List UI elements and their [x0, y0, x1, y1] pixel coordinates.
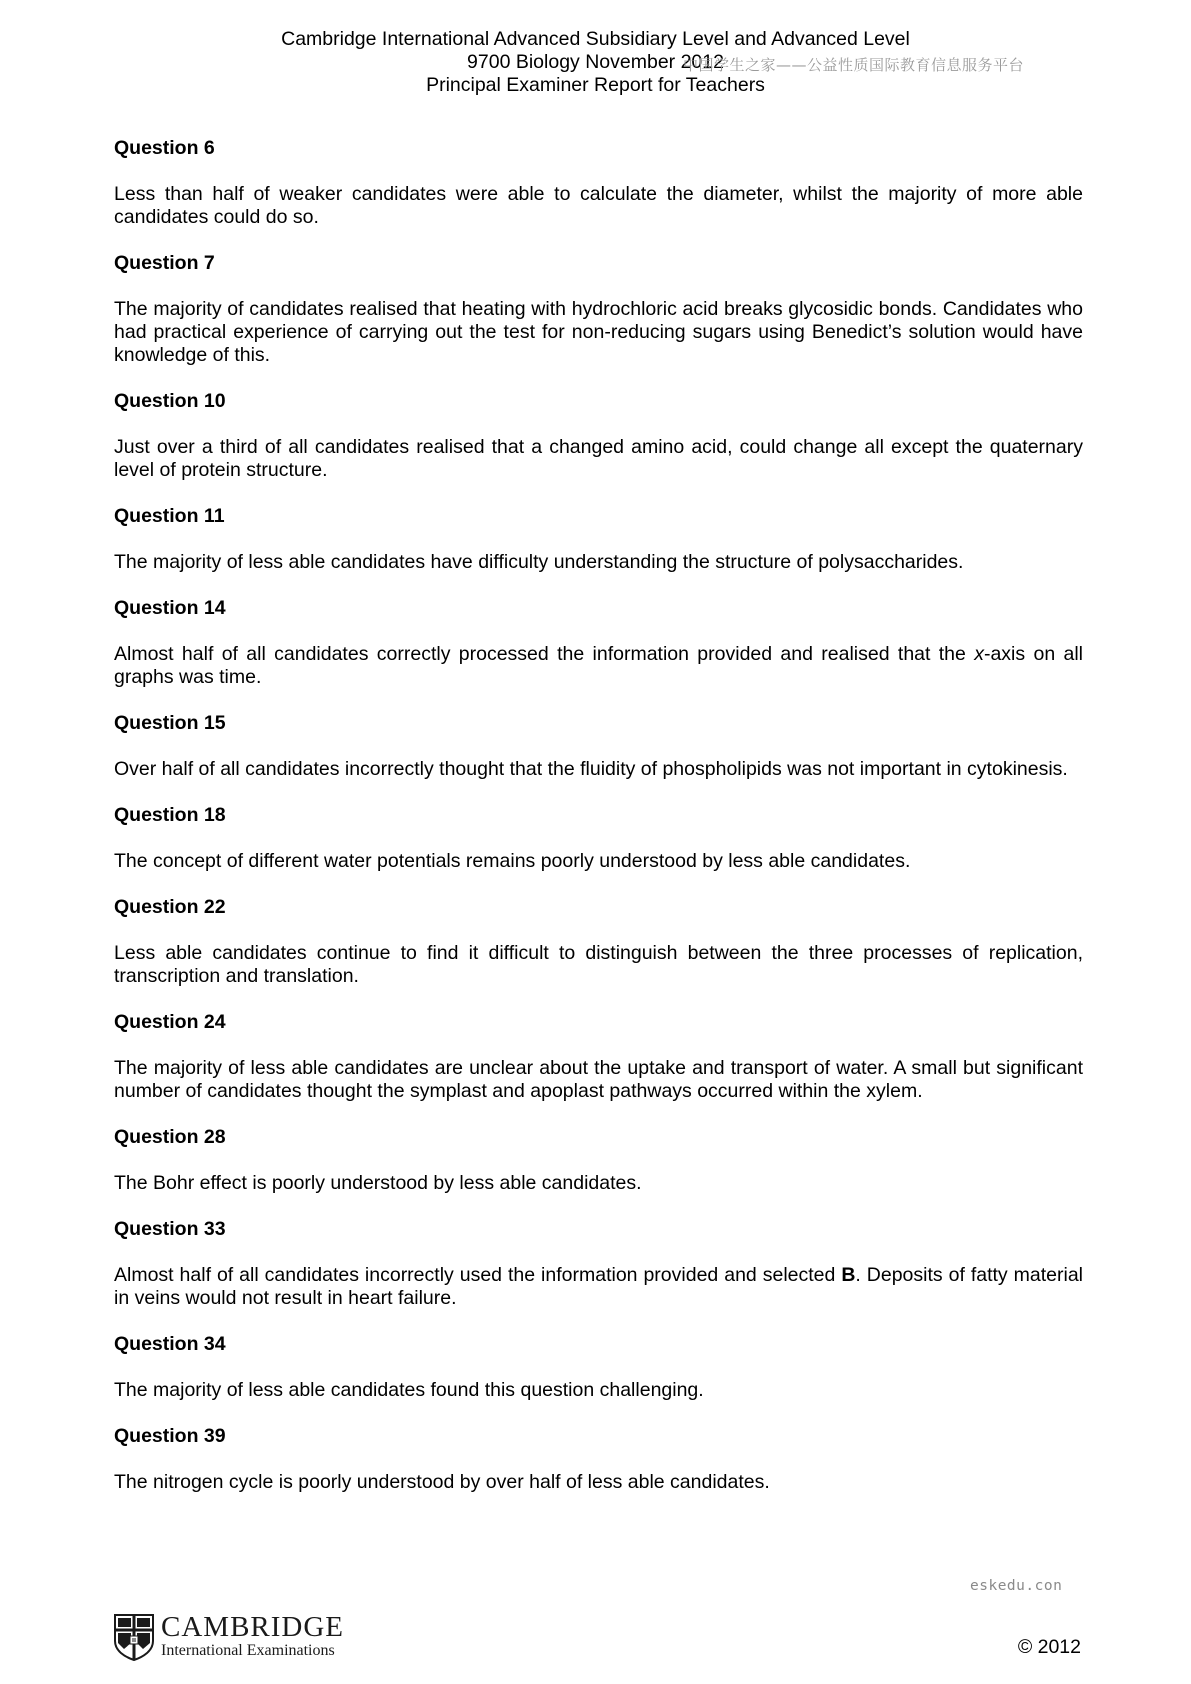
italic-variable: x — [974, 643, 984, 665]
crest-icon — [113, 1613, 155, 1661]
question-text: Just over a third of all candidates realised that a changed amino acid, could change all except the quaternary level of protein structure. — [114, 436, 1083, 481]
question-text: The nitrogen cycle is poorly understood by over half of less able candidates. — [114, 1471, 770, 1493]
question-text: Less than half of weaker candidates were able to calculate the diameter, whilst the majority of more able candidates could do so. — [114, 183, 1083, 228]
question-text: The concept of different water potentials remains poorly understood by less able candidates. — [114, 850, 911, 872]
question-title: Question 33 — [114, 1218, 226, 1240]
question-title: Question 34 — [114, 1333, 226, 1355]
question-text: The majority of less able candidates found this question challenging. — [114, 1379, 704, 1401]
question-section — [114, 1126, 1083, 1195]
question-title: Question 6 — [114, 137, 215, 159]
question-text-part: . Deposits of fatty material in veins would not result in heart failure. — [114, 1264, 1083, 1309]
question-text: Less able candidates continue to find it difficult to distinguish between the three processes of replication, transcription and translation. — [114, 942, 1083, 987]
question-section — [114, 1218, 1083, 1310]
logo-brand-text: CAMBRIDGE — [161, 1611, 345, 1643]
logo-subtitle-text: International Examinations — [161, 1642, 335, 1659]
question-section — [114, 597, 1083, 689]
question-title: Question 18 — [114, 804, 226, 826]
watermark-text: 中国学生之家——公益性质国际教育信息服务平台 — [683, 56, 1025, 74]
question-section — [114, 1333, 1083, 1402]
question-text: The Bohr effect is poorly understood by less able candidates. — [114, 1172, 642, 1194]
question-section — [114, 1425, 1083, 1494]
header-report-type: Principal Examiner Report for Teachers — [426, 74, 765, 96]
question-section — [114, 804, 1083, 873]
copyright-notice: © 2012 — [1017, 1636, 1081, 1658]
question-title: Question 22 — [114, 896, 226, 918]
header-subject: 9700 Biology November 2012 — [467, 51, 724, 73]
question-title: Question 7 — [114, 252, 215, 274]
question-text-part: -axis on all graphs was time. — [114, 643, 1083, 688]
header-title: Cambridge International Advanced Subsidiary Level and Advanced Level — [281, 28, 910, 50]
question-section — [114, 252, 1083, 367]
question-title: Question 10 — [114, 390, 226, 412]
cambridge-logo — [113, 1613, 353, 1661]
question-title: Question 39 — [114, 1425, 226, 1447]
footer-site-text: eskedu.con — [970, 1578, 1063, 1594]
question-text — [114, 643, 1083, 689]
question-text: The majority of candidates realised that heating with hydrochloric acid breaks glycosidic bonds. Candidates who had practical experience of carrying out the test for non-reducing sugars using Benedict’s solution would have knowledge of this. — [114, 298, 1083, 366]
question-section — [114, 1011, 1083, 1103]
question-section — [114, 896, 1083, 988]
question-text-part: Almost half of all candidates correctly processed the information provided and realised that the — [114, 643, 975, 665]
question-title: Question 28 — [114, 1126, 226, 1148]
question-title: Question 14 — [114, 597, 226, 619]
question-section — [114, 712, 1083, 781]
question-title: Question 15 — [114, 712, 226, 734]
report-body — [114, 137, 1083, 1517]
question-title: Question 24 — [114, 1011, 226, 1033]
question-text-part: Almost half of all candidates incorrectly used the information provided and selected — [114, 1264, 842, 1286]
question-section — [114, 137, 1083, 229]
question-title: Question 11 — [114, 505, 225, 527]
question-text: The majority of less able candidates have difficulty understanding the structure of polysaccharides. — [114, 551, 964, 573]
question-text — [114, 1264, 1083, 1310]
question-text: The majority of less able candidates are unclear about the uptake and transport of water. A small but significant number of candidates thought the symplast and apoplast pathways occurred within the xylem. — [114, 1057, 1083, 1102]
question-section — [114, 505, 1083, 574]
answer-option: B — [841, 1264, 856, 1286]
question-text: Over half of all candidates incorrectly thought that the fluidity of phospholipids was not important in cytokinesis. — [114, 758, 1068, 780]
question-section — [114, 390, 1083, 482]
